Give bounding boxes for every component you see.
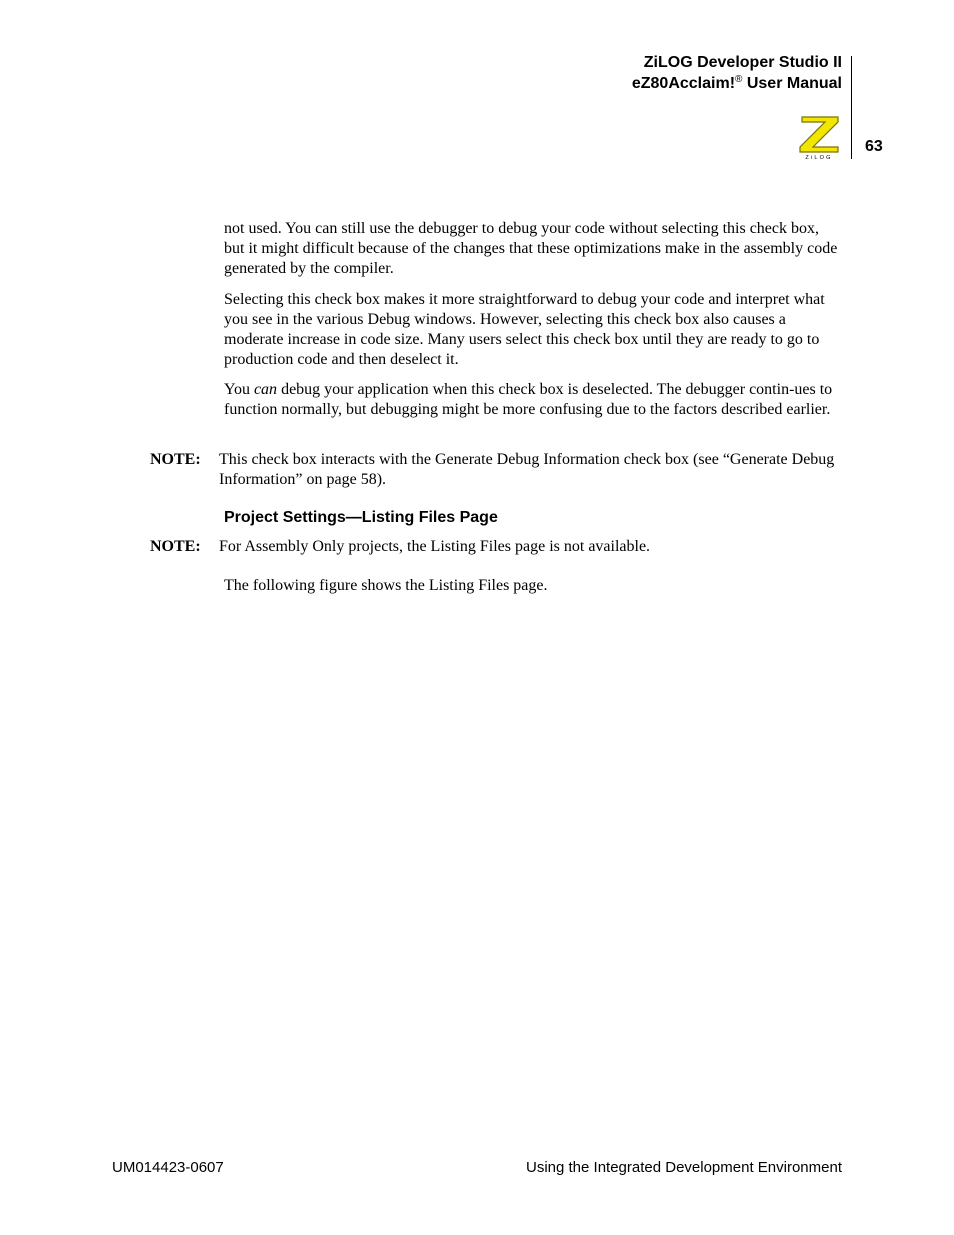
header-divider [851,56,852,159]
footer-doc-id: UM014423-0607 [112,1159,224,1176]
note-text: This check box interacts with the Generate Debug Information check box (see “Generate Debug Information” on page 58). [219,451,835,488]
note-text: For Assembly Only projects, the Listing Files page is not available. [219,538,651,555]
zilog-logo-icon [796,114,842,160]
paragraph-4: The following figure shows the Listing Files page. [224,577,548,594]
logo-wordmark: ZiLOG [805,155,833,160]
section-heading: Project Settings—Listing Files Page [224,509,498,526]
paragraph-3 [224,380,840,420]
paragraph-1: not used. You can still use the debugger to debug your code without selecting this check box, but it might difficult because of the changes that these optimizations make in the assembly code generated by the compiler. [224,220,838,277]
header-title-line1: ZiLOG Developer Studio II [643,54,842,71]
paragraph-3-end: debug your application when this check box is deselected. The debugger contin-ues to function normally, but debugging might be more confusing due to the factors described earlier. [224,381,833,418]
note-label: NOTE: [150,538,201,555]
page-number: 63 [865,138,883,155]
note-label: NOTE: [150,451,201,468]
paragraph-2: Selecting this check box makes it more straightforward to debug your code and interpret what you see in the various Debug windows. However, selecting this check box also causes a moderate increase in code size. Many users select this check box until they are ready to go to production code and then deselect it. [224,291,825,368]
paragraph-3-start: You [224,381,254,398]
product-name: eZ80Acclaim! [631,75,736,92]
running-header [632,52,842,94]
emphasis-can: can [253,381,278,398]
registered-mark: ® [735,74,743,85]
header-title-line2 [632,73,842,94]
footer-section: Using the Integrated Development Environment [525,1159,842,1176]
manual-label: User Manual [742,75,842,92]
